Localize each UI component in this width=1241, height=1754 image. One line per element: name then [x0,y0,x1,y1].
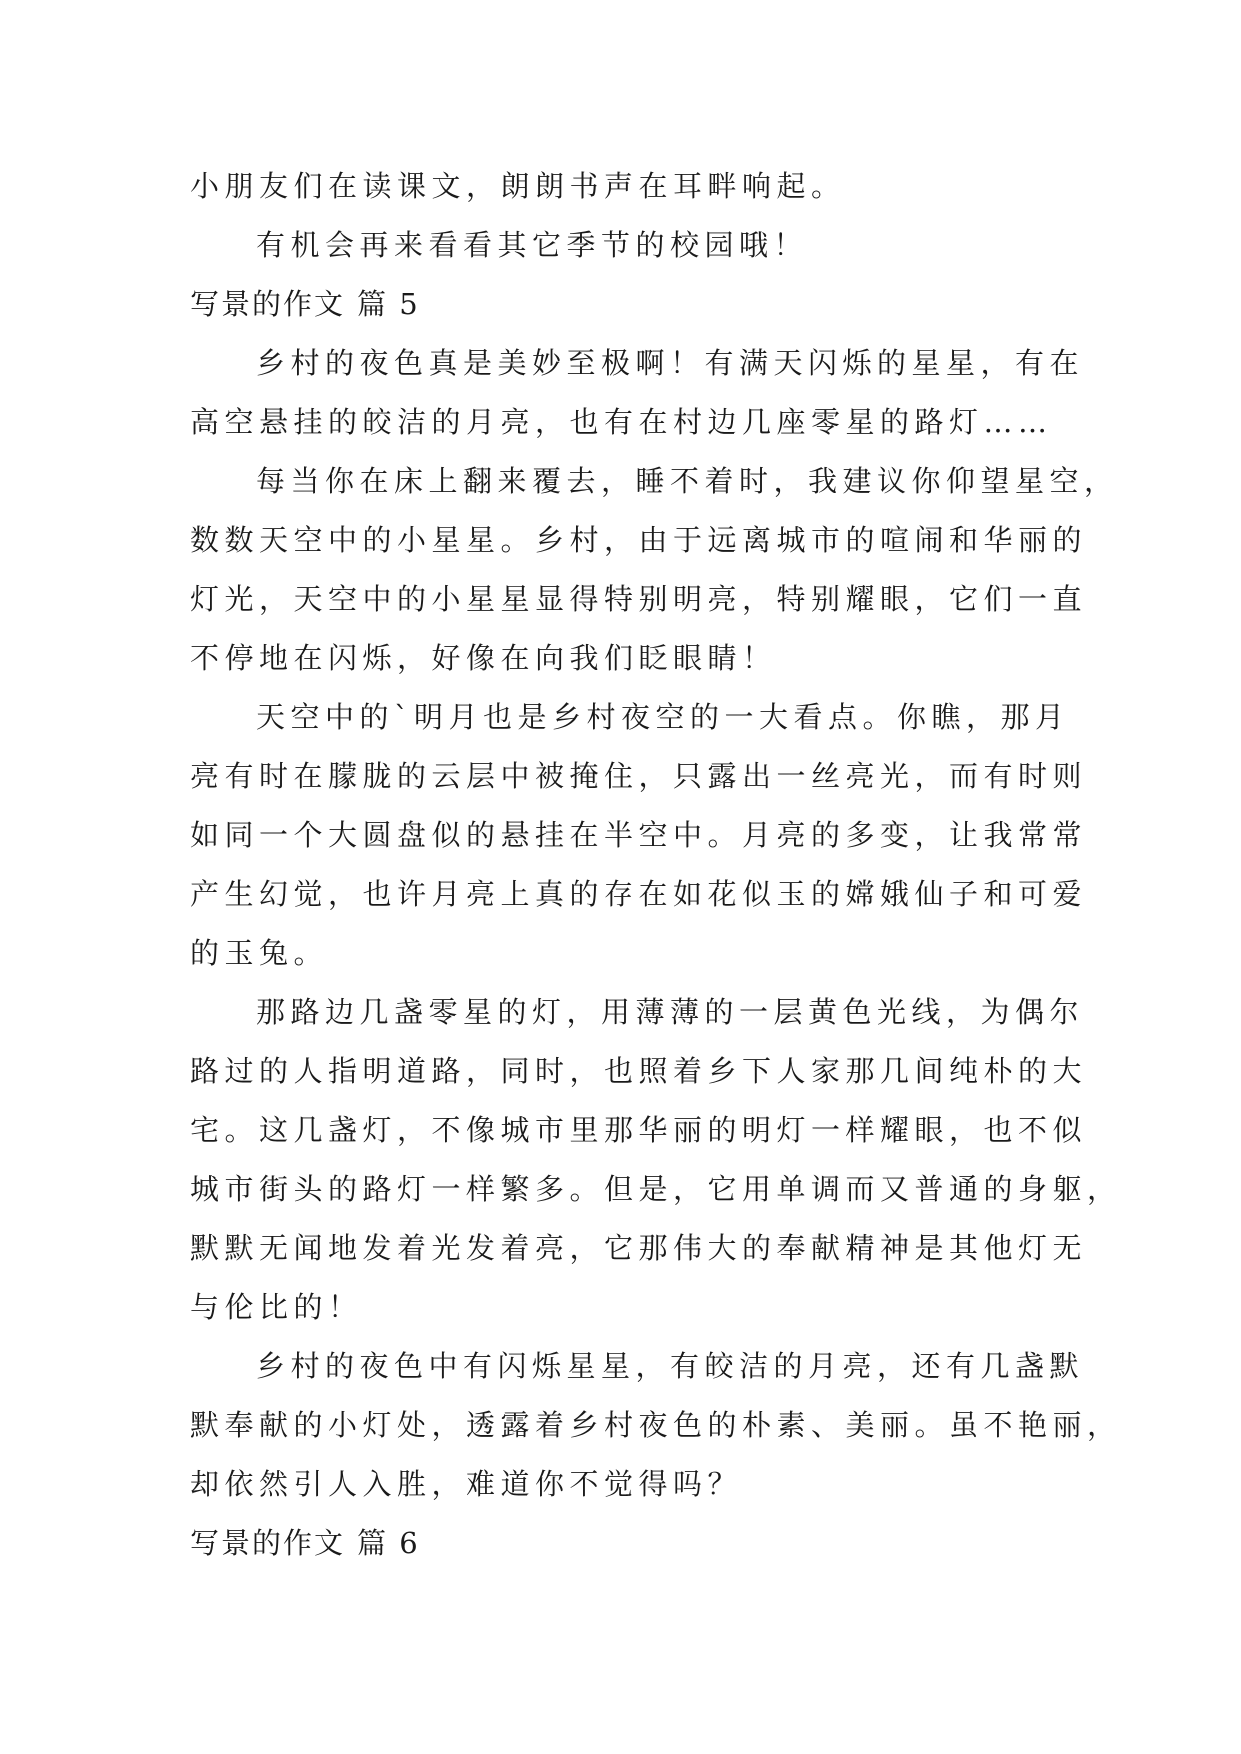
body-text-line: 数数天空中的小星星。乡村，由于远离城市的喧闹和华丽的 [190,523,1088,557]
body-text-line: 不停地在闪烁，好像在向我们眨眼睛！ [190,641,777,675]
body-text-line: 却依然引人入胜，难道你不觉得吗？ [190,1467,743,1501]
body-text-line: 的玉兔。 [190,936,329,970]
essay-heading-title: 写景的作文 [190,1526,346,1560]
essay-heading-number: 篇 6 [357,1526,420,1560]
body-text-line: 小朋友们在读课文，朗朗书声在耳畔响起。 [190,169,846,203]
essay-heading [190,1514,1050,1573]
body-text-line: 灯光，天空中的小星星显得特别明亮，特别耀眼，它们一直 [190,582,1088,616]
essay-heading-title: 写景的作文 [190,287,346,321]
body-text-line: 默奉献的小灯处，透露着乡村夜色的朴素、美丽。虽不艳丽， [190,1408,1122,1442]
body-text-line: 那路边几盏零星的灯，用薄薄的一层黄色光线，为偶尔 [256,995,1085,1029]
body-text-line: 宅。这几盏灯，不像城市里那华丽的明灯一样耀眼，也不似 [190,1113,1088,1147]
body-text-line: 每当你在床上翻来覆去，睡不着时，我建议你仰望星空， [256,464,1119,498]
body-text-line: 与伦比的！ [190,1290,363,1324]
body-text-line: 路过的人指明道路，同时，也照着乡下人家那几间纯朴的大 [190,1054,1088,1088]
essay-heading [190,275,1050,334]
essay-heading-number: 篇 5 [357,287,420,321]
body-text-line: 默默无闻地发着光发着亮，它那伟大的奉献精神是其他灯无 [190,1231,1088,1265]
document-page [190,157,1122,1573]
body-text-line: 有机会再来看看其它季节的校园哦！ [256,228,809,262]
body-text-line: 城市街头的路灯一样繁多。但是，它用单调而又普通的身躯， [190,1172,1122,1206]
body-text-line: 产生幻觉，也许月亮上真的存在如花似玉的嫦娥仙子和可爱 [190,877,1088,911]
body-text-line: 亮有时在朦胧的云层中被掩住，只露出一丝亮光，而有时则 [190,759,1088,793]
body-text-line: 高空悬挂的皎洁的月亮，也有在村边几座零星的路灯…… [190,405,1053,439]
body-text-line: 乡村的夜色真是美妙至极啊！有满天闪烁的星星，有在 [256,346,1085,380]
body-text-line: 乡村的夜色中有闪烁星星，有皎洁的月亮，还有几盏默 [256,1349,1085,1383]
body-text-line: 如同一个大圆盘似的悬挂在半空中。月亮的多变，让我常常 [190,818,1088,852]
body-text-line: 天空中的`明月也是乡村夜空的一大看点。你瞧，那月 [256,700,1070,734]
